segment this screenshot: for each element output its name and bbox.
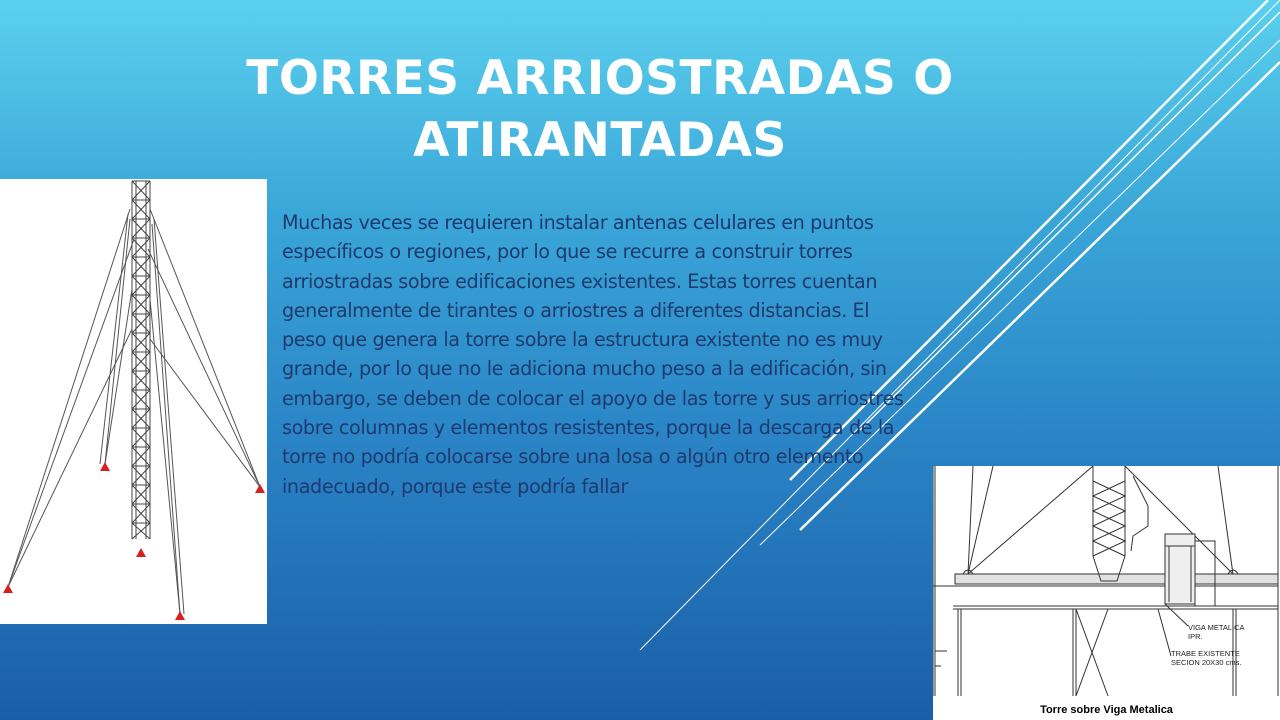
slide-title-line-1: TORRES ARRIOSTRADAS O (246, 51, 954, 106)
note-viga-metalica: VIGA METALICA (1188, 623, 1245, 632)
guyed-tower-image (0, 179, 267, 624)
body-paragraph: Muchas veces se requieren instalar antenas celulares en puntos específicos o regiones, por lo que se recurre a construir torres arriostradas sobre edificaciones existentes. Estas torres cuentan generalmente de tirantes o arriostres a diferentes distancias. El peso que genera la torre sobre la estructura existente no es muy grande, por lo que no le adiciona mucho peso a la edificación, sin embargo, se deben de colocar el apoyo de las torre y sus arriostres sobre columnas y elementos resistentes, porque la descarga de la torre no podría colocarse sobre una losa o algún otro elemento inadecuado, porque este podría fallar (282, 211, 904, 498)
slide-title-line-2: ATIRANTADAS (413, 113, 787, 168)
slide-title (180, 48, 1020, 172)
guyed-tower-drawing (0, 179, 267, 624)
note-ipr: IPR. (1188, 632, 1203, 641)
note-seccion: SECION 20X30 cms. (1171, 658, 1242, 667)
figure-caption: Torre sobre Viga Metalica (1040, 704, 1173, 716)
note-trabe-existente: TRABE EXISTENTE (1171, 649, 1240, 658)
tower-on-beam-image (933, 466, 1280, 720)
tower-on-steel-beam-drawing (933, 466, 1280, 720)
